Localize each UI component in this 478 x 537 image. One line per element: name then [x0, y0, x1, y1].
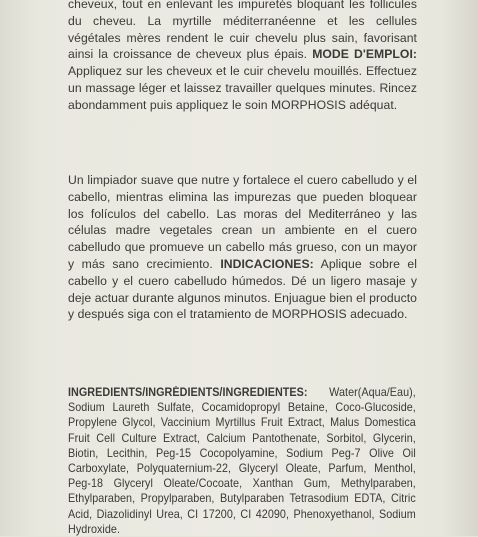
french-directions-heading: MODE D'EMPLOI:: [312, 47, 417, 62]
spanish-directions: Aplique sobre el cabello y el cuero cabelludo húmedos. Dé un ligero masaje y deje actuar durante algunos minutos. Enjuague bien el producto y después siga con el tratamiento de MORPHOSIS adecuado.: [68, 256, 418, 322]
ingredients-heading: INGREDIENTS/INGRÉDIENTS/INGREDIENTES:: [68, 386, 308, 399]
ingredients-text: Water(Aqua/Eau), Sodium Laureth Sulfate, Cocamidopropyl Betaine, Coco-Glucoside, Propylene Glycol, Vaccinium Myrtillus Fruit Extract, Malus Domestica Fruit Cell Culture Extract, Calcium Pantothenate, Sorbitol, Glycerin, Biotin, Lecithin, Peg-15 Cocopolyamine, Sodium Peg-7 Olive Oil Carboxylate, Polyquaternium-22, Glyceryl Oleate, Parfum, Menthol, Peg-18 Glyceryl Oleate/Cocoate, Xanthan Gum, Methylparaben, Ethylparaben, Propylparaben, Butylparaben Tetrasodium EDTA, Citric Acid, Diazolidinyl Urea, CI 17200, CI 42090, Phenoxyethanol, Sodium Hydroxide.: [68, 386, 416, 536]
french-directions: Appliquez sur les cheveux et le cuir chevelu mouillés. Effectuez un massage léger et laissez travailler quelques minutes. Rincez abondamment puis appliquez le soin MORPHOSIS adéquat.: [68, 64, 417, 112]
ingredients-list: [68, 385, 416, 537]
french-description: [68, 0, 417, 114]
spanish-description: [68, 172, 417, 323]
french-body: cheveux, tout en enlevant les impuretés bloquant les follicules du cheveu. La myrtille méditerranéenne et les cellules végétales mères rendent le cuir chevelu plus sain, favorisant ainsi la croissance de cheveux plus épais.: [68, 0, 417, 62]
spanish-directions-heading: INDICACIONES:: [220, 256, 314, 271]
spanish-body: Un limpiador suave que nutre y fortalece el cuero cabelludo y el cabello, mientras elimina las impurezas que pueden bloquear los folículos del cabello. Las moras del Mediterráneo y las células madre vegetales crean un ambiente en el cuero cabelludo que promueve un cabello más grueso, con un mayor y más sano crecimiento.: [68, 173, 417, 271]
